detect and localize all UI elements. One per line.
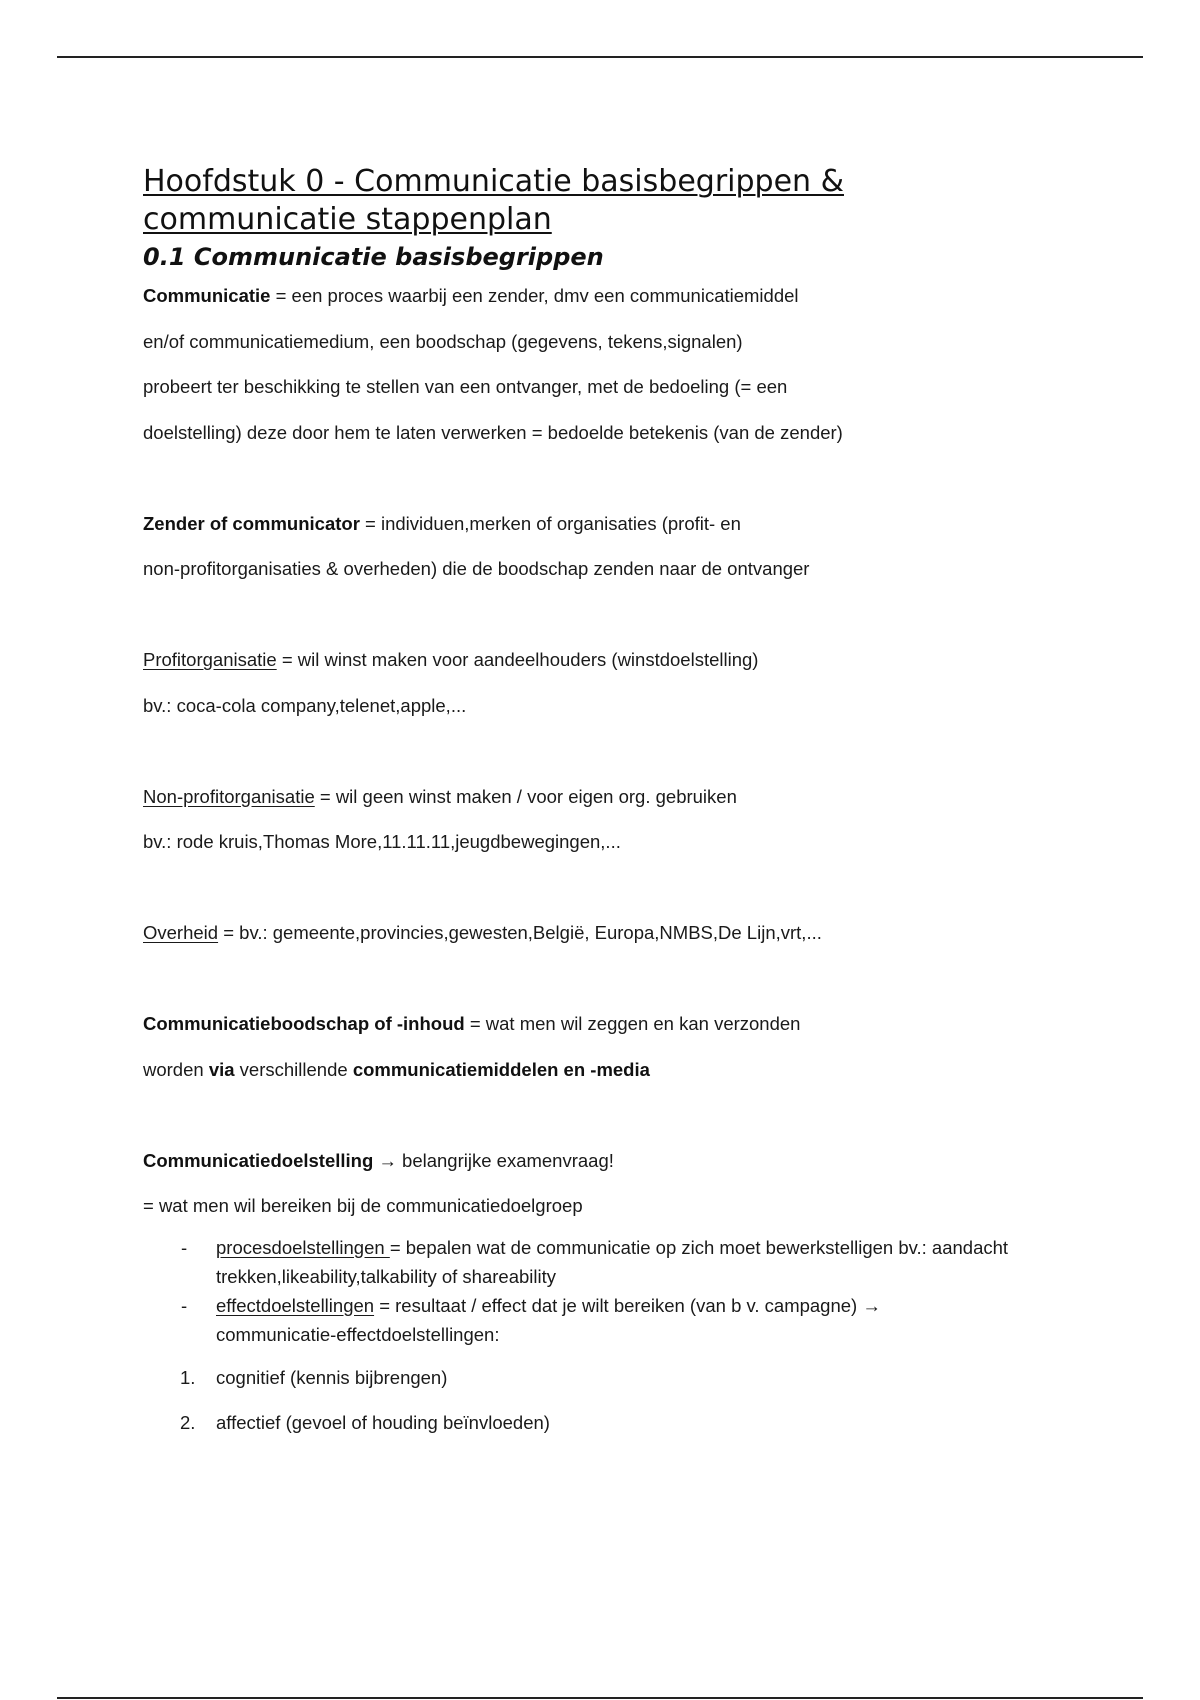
term-effectdoelstellingen: effectdoelstellingen xyxy=(216,1294,375,1316)
bullet-item: - procesdoelstellingen = bepalen wat de communicatie op zich moet bewerkstelligen bv.: aandacht trekken,likeability,talkability of shareability xyxy=(181,1236,1009,1287)
communicatie-line2: en/of communicatiemedium, een boodschap (gegevens, tekens,signalen) xyxy=(143,330,743,352)
doelstelling-line1: Communicatiedoelstelling → belangrijke examenvraag! xyxy=(143,1149,614,1171)
numbered-item: 2. affectief (gevoel of houding beïnvloeden) xyxy=(180,1412,550,1433)
communicatie-line3: probeert ter beschikking te stellen van een ontvanger, met de bedoeling (= een xyxy=(143,376,788,397)
term-nonprofit: Non-profitorganisatie xyxy=(143,785,315,807)
boodschap-line2: worden via verschillende communicatiemiddelen en -media xyxy=(143,1058,650,1080)
term-zender: Zender of communicator xyxy=(143,512,360,534)
bottom-rule xyxy=(57,1697,1143,1699)
term-doelstelling: Communicatiedoelstelling xyxy=(143,1149,374,1171)
chapter-title xyxy=(143,163,1113,239)
nonprofit-line2: bv.: rode kruis,Thomas More,11.11.11,jeugdbewegingen,... xyxy=(143,831,621,852)
doelstelling-line2: = wat men wil bereiken bij de communicatiedoelgroep xyxy=(143,1195,583,1216)
bullet-item: - effectdoelstellingen = resultaat / effect dat je wilt bereiken (van b v. campagne) → communicatie-effectdoelstellingen: xyxy=(181,1294,881,1345)
page-content xyxy=(143,163,1113,1446)
profit-line2: bv.: coca-cola company,telenet,apple,... xyxy=(143,694,467,716)
doelstelling-bullet-list xyxy=(143,1233,1113,1349)
term-profit: Profitorganisatie xyxy=(143,649,277,670)
chapter-title-line1: Hoofdstuk 0 - Communicatie basisbegrippen & xyxy=(143,164,844,199)
term-boodschap: Communicatieboodschap of -inhoud xyxy=(143,1013,465,1034)
overheid-line1: Overheid = bv.: gemeente,provincies,gewesten,België, Europa,NMBS,De Lijn,vrt,... xyxy=(143,922,822,943)
profit-line1: Profitorganisatie = wil winst maken voor aandeelhouders (winstdoelstelling) xyxy=(143,649,759,670)
chapter-title-line2: communicatie stappenplan xyxy=(143,202,552,237)
term-communicatie: Communicatie xyxy=(143,285,271,306)
zender-line2: non-profitorganisaties & overheden) die de boodschap zenden naar de ontvanger xyxy=(143,558,810,579)
section-title: 0.1 Communicatie basisbegrippen xyxy=(143,243,604,271)
communicatie-line4: doelstelling) deze door hem te laten verwerken = bedoelde betekenis (van de zender) xyxy=(143,421,843,443)
zender-line1: Zender of communicator = individuen,merken of organisaties (profit- en xyxy=(143,512,741,534)
nonprofit-line1: Non-profitorganisatie = wil geen winst maken / voor eigen org. gebruiken xyxy=(143,785,737,807)
boodschap-line1: Communicatieboodschap of -inhoud = wat men wil zeggen en kan verzonden xyxy=(143,1013,801,1034)
term-procesdoelstellingen: procesdoelstellingen xyxy=(216,1236,390,1258)
term-overheid: Overheid xyxy=(143,922,219,943)
numbered-item: 1. cognitief (kennis bijbrengen) xyxy=(180,1366,448,1388)
effect-numbered-list xyxy=(143,1355,1113,1446)
top-rule xyxy=(57,56,1143,58)
communicatie-line1: Communicatie = een proces waarbij een zender, dmv een communicatiemiddel xyxy=(143,285,799,306)
